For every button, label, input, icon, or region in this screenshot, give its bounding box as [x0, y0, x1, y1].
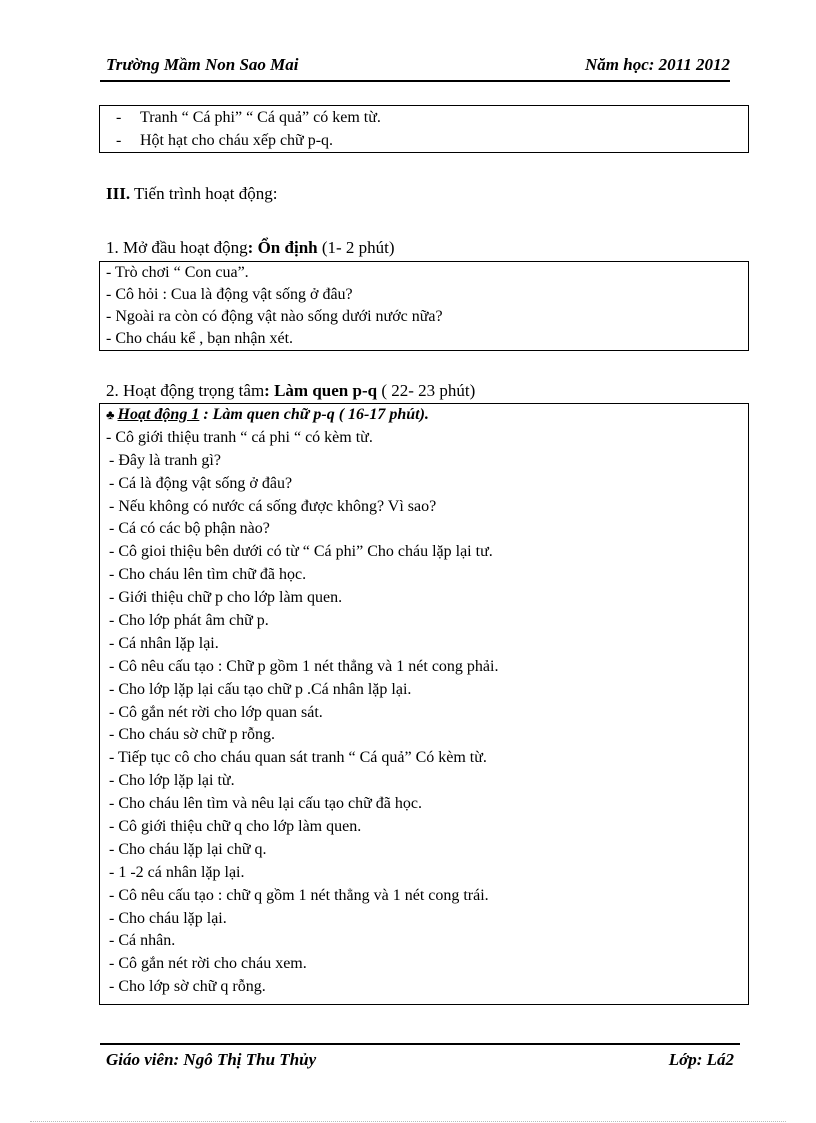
list-item: - Cho cháu lên tìm và nêu lại cấu tạo chữ đã học. [109, 795, 423, 813]
part2-heading: 2. Hoạt động trọng tâm: Làm quen p-q ( 22- 23 phút) [106, 381, 476, 400]
materials-box [99, 105, 749, 153]
list-item: - Cho cháu lên tìm chữ đã học. [109, 566, 307, 584]
footer-divider [100, 1043, 740, 1045]
list-item: - Cho cháu lặp lại. [109, 909, 227, 927]
section-title: Tiến trình hoạt động: [130, 184, 278, 203]
list-item: - Cô hỏi : Cua là động vật sống ở đâu? [106, 286, 353, 303]
activity-heading: ♣ Hoạt động 1 : Làm quen chữ p-q ( 16-17 phút). [106, 406, 429, 423]
section-numeral: III. [106, 184, 131, 203]
part1-box [99, 261, 749, 351]
part2-box [99, 403, 749, 1005]
list-item: - 1 -2 cá nhân lặp lại. [109, 863, 245, 881]
list-item: - Cô gắn nét rời cho lớp quan sát. [109, 703, 323, 721]
list-item: - Ngoài ra còn có động vật nào sống dưới nước nữa? [106, 308, 443, 325]
list-item: - Cho lớp lặp lại từ. [109, 772, 235, 790]
list-item: - Cô giới thiệu chữ q cho lớp làm quen. [109, 818, 362, 836]
list-item: - Cho lớp phát âm chữ p. [109, 612, 269, 630]
school-name: Trường Mầm Non Sao Mai [106, 55, 299, 74]
list-item: - Cho lớp sờ chữ q rỗng. [109, 978, 266, 996]
list-item: - Cho cháu sờ chữ p rỗng. [109, 726, 275, 744]
list-item: - Hột hạt cho cháu xếp chữ p-q. [116, 132, 334, 149]
school-year: Năm học: 2011 2012 [585, 55, 730, 74]
list-item: - Cho cháu kể , bạn nhận xét. [106, 330, 294, 347]
list-item: - Cá là động vật sống ở đâu? [109, 474, 293, 492]
list-item: - Cô giới thiệu tranh “ cá phi “ có kèm từ. [106, 428, 373, 446]
list-item: - Cho cháu lặp lại chữ q. [109, 840, 267, 858]
header-divider [100, 80, 730, 82]
list-item: - Giới thiệu chữ p cho lớp làm quen. [109, 589, 343, 607]
list-item: - Trò chơi “ Con cua”. [106, 264, 249, 281]
list-item: - Cá nhân lặp lại. [109, 634, 219, 652]
list-item: - Tranh “ Cá phi” “ Cá quả” có kem từ. [116, 109, 381, 126]
section-heading [106, 184, 277, 204]
list-item: - Cá có các bộ phận nào? [109, 520, 270, 538]
list-item: - Đây là tranh gì? [109, 451, 221, 469]
list-item: - Cho lớp lặp lại cấu tạo chữ p .Cá nhân lặp lại. [109, 680, 412, 698]
teacher-name: Giáo viên: Ngô Thị Thu Thủy [106, 1050, 317, 1069]
club-icon: ♣ [106, 407, 115, 422]
page-edge [30, 1121, 786, 1122]
list-item: - Cô nêu cấu tạo : Chữ p gồm 1 nét thẳng và 1 nét cong phải. [109, 657, 499, 675]
list-item: - Cô gioi thiệu bên dưới có từ “ Cá phi” Cho cháu lặp lại tư. [109, 543, 493, 561]
page-header [100, 55, 730, 79]
page-footer [100, 1050, 740, 1074]
list-item: - Cô nêu cấu tạo : chữ q gồm 1 nét thẳng và 1 nét cong trái. [109, 886, 489, 904]
list-item: - Tiếp tục cô cho cháu quan sát tranh “ Cá quả” Có kèm từ. [109, 749, 487, 767]
list-item: - Nếu không có nước cá sống được không? Vì sao? [109, 497, 437, 515]
class-name: Lớp: Lá2 [668, 1050, 734, 1069]
list-item: - Cô gắn nét rời cho cháu xem. [109, 955, 307, 973]
list-item: - Cá nhân. [109, 932, 176, 950]
activity-lines [100, 427, 748, 999]
part1-heading: 1. Mở đầu hoạt động: Ổn định (1- 2 phút) [106, 238, 395, 257]
